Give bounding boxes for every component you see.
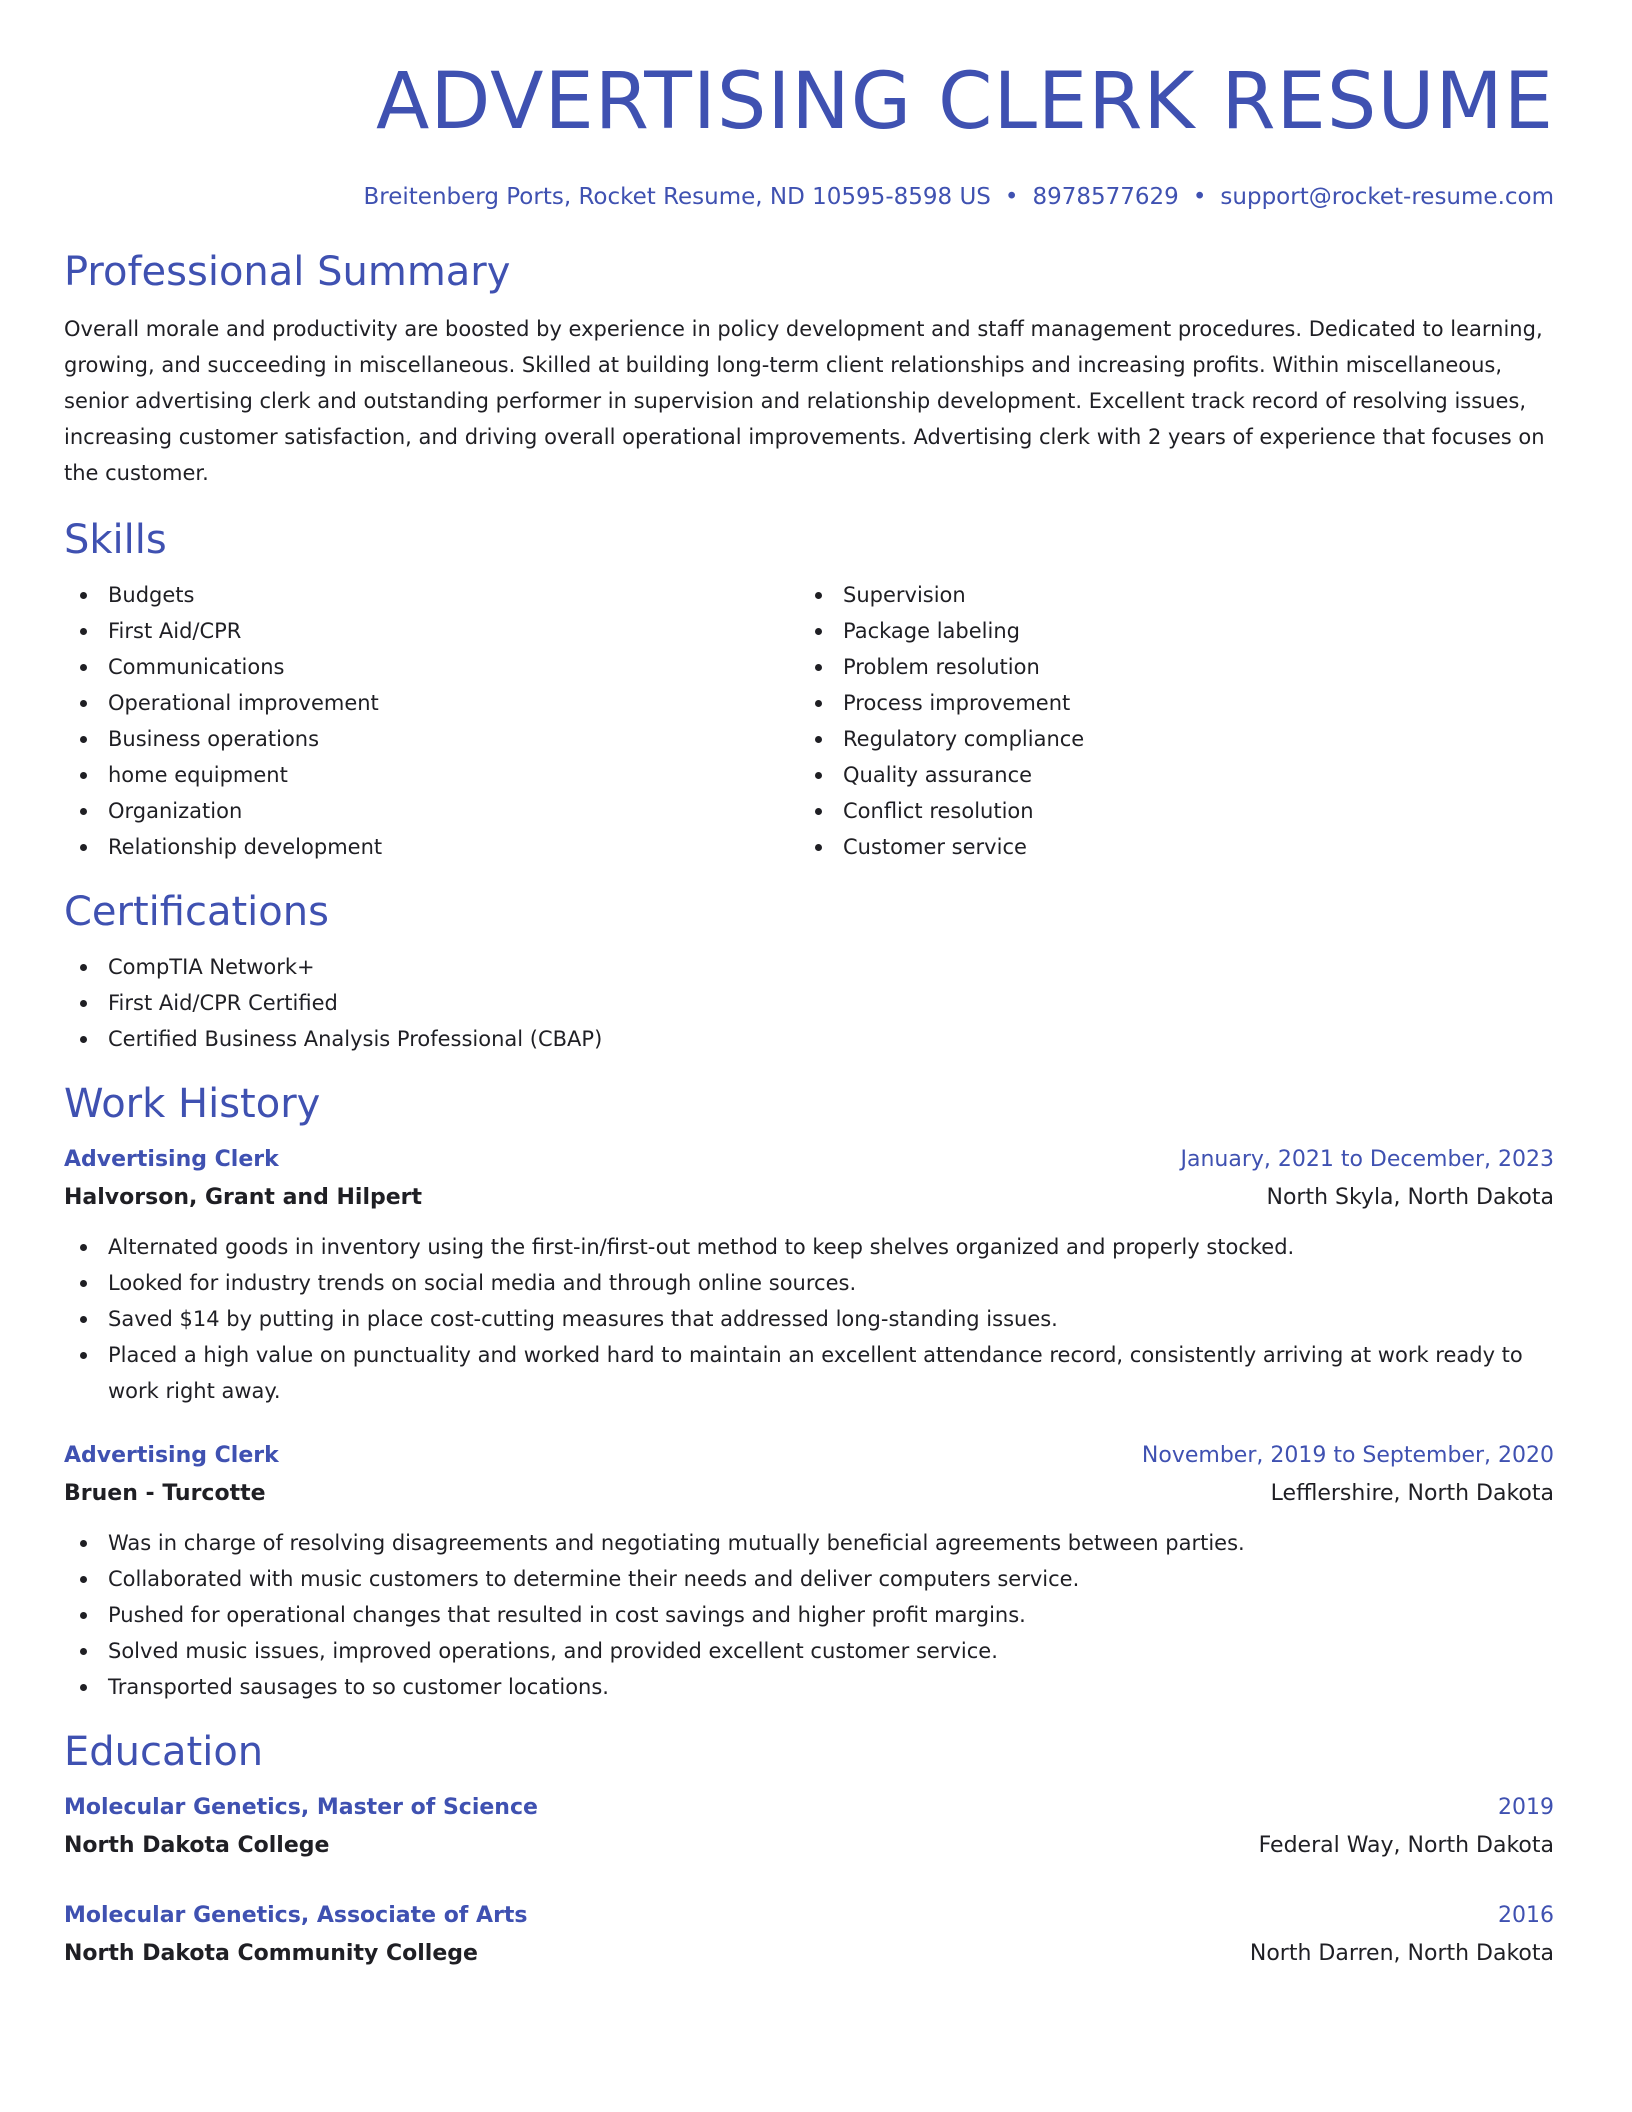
skill-item: Budgets: [64, 577, 799, 613]
job-header-row: [64, 1437, 1554, 1475]
skill-item: Relationship development: [64, 829, 799, 865]
resume-title: ADVERTISING CLERK RESUME: [376, 57, 1554, 147]
job-dates: January, 2021 to December, 2023: [1180, 1147, 1554, 1172]
contact-separator: •: [1192, 184, 1207, 210]
education-location: Federal Way, North Dakota: [1258, 1833, 1554, 1858]
skill-item: Communications: [64, 649, 799, 685]
skills-list-left: [64, 577, 799, 865]
job-duty-item: Solved music issues, improved operations, and provided excellent customer service.: [64, 1633, 1554, 1669]
education-school: North Dakota Community College: [64, 1941, 478, 1966]
skills-list-right: [799, 577, 1534, 865]
job-duty-item: Saved $14 by putting in place cost-cutting measures that addressed long-standing issues.: [64, 1301, 1554, 1337]
education-year: 2016: [1498, 1903, 1554, 1928]
job-dates: November, 2019 to September, 2020: [1141, 1443, 1554, 1468]
skill-item: First Aid/CPR: [64, 613, 799, 649]
skill-item: Business operations: [64, 721, 799, 757]
job-duty-item: Looked for industry trends on social media and through online sources.: [64, 1265, 1554, 1301]
certification-item: Certified Business Analysis Professional (CBAP): [64, 1021, 1554, 1057]
job-duty-item: Was in charge of resolving disagreements and negotiating mutually beneficial agreements between parties.: [64, 1525, 1554, 1561]
work-history-heading: Work History: [64, 1081, 321, 1127]
skill-item: Regulatory compliance: [799, 721, 1534, 757]
certifications-heading: Certifications: [64, 889, 329, 935]
job-location: North Skyla, North Dakota: [1266, 1185, 1554, 1210]
job-duty-item: Transported sausages to so customer locations.: [64, 1669, 1554, 1705]
job-duty-item: Pushed for operational changes that resulted in cost savings and higher profit margins.: [64, 1597, 1554, 1633]
contact-address: Breitenberg Ports, Rocket Resume, ND 10595-8598 US: [363, 184, 991, 210]
job-duty-item: Alternated goods in inventory using the first-in/first-out method to keep shelves organized and properly stocked.: [64, 1229, 1554, 1265]
skill-item: Process improvement: [799, 685, 1534, 721]
certification-item: First Aid/CPR Certified: [64, 985, 1554, 1021]
job-title: Advertising Clerk: [64, 1443, 279, 1468]
job-duty-item: Placed a high value on punctuality and worked hard to maintain an excellent attendance record, consistently arriving at work ready to work right away.: [64, 1337, 1554, 1409]
job-location: Lefflershire, North Dakota: [1270, 1481, 1554, 1506]
contact-separator: •: [1004, 184, 1019, 210]
skills-heading: Skills: [64, 517, 167, 563]
education-school-row: [64, 1827, 1554, 1865]
education-entry: [64, 1897, 1554, 1973]
skills-grid: [64, 577, 1554, 865]
job-duty-item: Collaborated with music customers to determine their needs and deliver computers service.: [64, 1561, 1554, 1597]
skills-column-left: [64, 577, 799, 865]
education-school-row: [64, 1935, 1554, 1973]
certification-item: CompTIA Network+: [64, 949, 1554, 985]
education-entry: [64, 1789, 1554, 1865]
skill-item: Conflict resolution: [799, 793, 1534, 829]
skill-item: Problem resolution: [799, 649, 1534, 685]
skill-item: Organization: [64, 793, 799, 829]
job-company-row: [64, 1475, 1554, 1513]
skill-item: Operational improvement: [64, 685, 799, 721]
contact-phone: 8978577629: [1032, 184, 1179, 210]
education-year: 2019: [1498, 1795, 1554, 1820]
job-company-row: [64, 1179, 1554, 1217]
certifications-list: [64, 949, 1554, 1057]
education-header-row: [64, 1897, 1554, 1935]
job-company: Halvorson, Grant and Hilpert: [64, 1185, 423, 1210]
skills-column-right: [799, 577, 1534, 865]
skill-item: Package labeling: [799, 613, 1534, 649]
job-company: Bruen - Turcotte: [64, 1481, 266, 1506]
job-duties: [64, 1525, 1554, 1705]
summary-text: Overall morale and productivity are boosted by experience in policy development and staff management procedures. Dedicated to learning, growing, and succeeding in miscellaneous. Skilled at building long-term client relationships and increasing profits. Within miscellaneous, senior advertising clerk and outstanding performer in supervision and relationship development. Excellent track record of resolving issues, increasing customer satisfaction, and driving overall operational improvements. Advertising clerk with 2 years of experience that focuses on the customer.: [64, 317, 1545, 485]
education-degree: Molecular Genetics, Master of Science: [64, 1795, 538, 1820]
job-title: Advertising Clerk: [64, 1147, 279, 1172]
job-duties: [64, 1229, 1554, 1409]
job-header-row: [64, 1141, 1554, 1179]
education-school: North Dakota College: [64, 1833, 330, 1858]
job-entry: [64, 1141, 1554, 1409]
skill-item: Supervision: [799, 577, 1534, 613]
contact-line: [64, 182, 1554, 212]
education-degree: Molecular Genetics, Associate of Arts: [64, 1903, 528, 1928]
education-heading: Education: [64, 1729, 264, 1775]
skill-item: Quality assurance: [799, 757, 1534, 793]
education-location: North Darren, North Dakota: [1249, 1941, 1554, 1966]
resume-page: [64, 0, 1554, 1973]
education-header-row: [64, 1789, 1554, 1827]
job-entry: [64, 1437, 1554, 1705]
summary-heading: Professional Summary: [64, 249, 511, 295]
contact-email[interactable]: support@rocket-resume.com: [1220, 184, 1554, 210]
skill-item: home equipment: [64, 757, 799, 793]
skill-item: Customer service: [799, 829, 1534, 865]
